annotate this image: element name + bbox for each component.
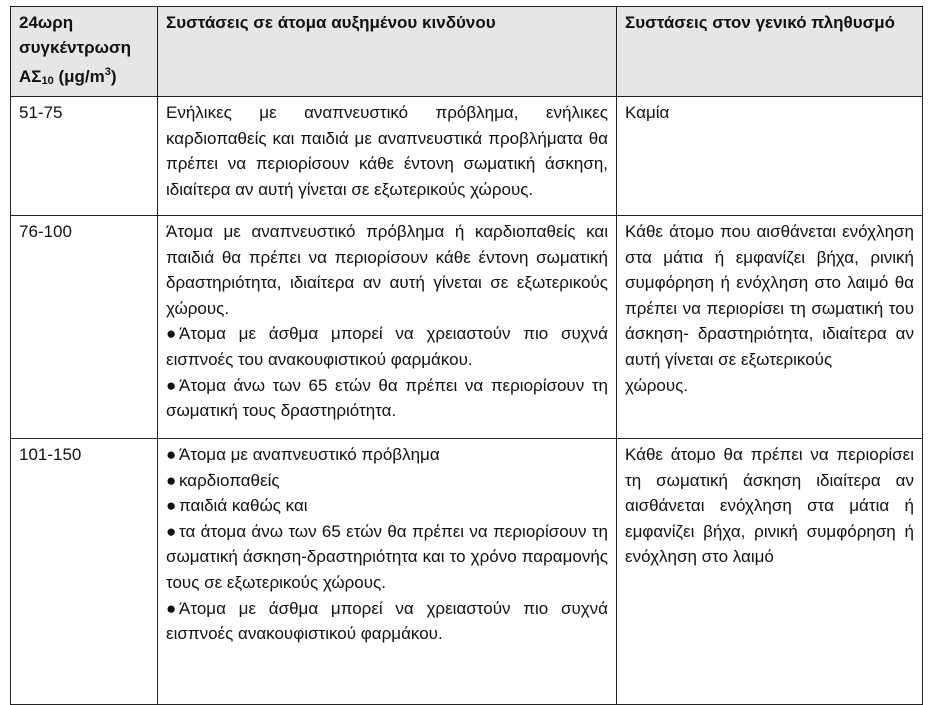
header-concentration-unit-close: ) <box>110 67 117 86</box>
risk-bullet <box>166 321 608 372</box>
risk-cell <box>158 439 617 705</box>
risk-bullet <box>166 468 608 494</box>
recommendations-table <box>10 6 923 705</box>
risk-bullet <box>166 373 608 424</box>
risk-bullet <box>166 596 608 647</box>
bullet-icon: ● <box>166 375 177 395</box>
range-cell: 101-150 <box>11 439 158 705</box>
range-cell: 51-75 <box>11 97 158 216</box>
general-text: Κάθε άτομο που αισθάνεται ενόχληση στα μάτια ή εμφανίζει βήχα, ρινική συμφόρηση ή ενόχληση στο λαιμό θα πρέπει να περιορίσει τη σωματική του άσκηση- δραστηριότητα, ιδιαίτερα αν αυτή γίνεται σε εξωτερικούς <box>625 222 914 369</box>
header-concentration-subscript: 10 <box>41 75 54 87</box>
risk-text: Άτομα με αναπνευστικό πρόβλημα ή καρδιοπαθείς και παιδιά θα πρέπει να περιορίσουν κάθε έντονη σωματική δραστηριότητα, ιδιαίτερα αν αυτή γίνεται σε εξωτερικούς χώρους. <box>166 222 608 318</box>
general-cell <box>617 97 923 216</box>
general-text: Κάθε άτομο θα πρέπει να περιορίσει τη σωματική άσκηση ιδιαίτερα αν αισθάνεται ενόχληση στα μάτια ή εμφανίζει βήχα, ρινική συμφόρηση ή ενόχληση στο λαιμό <box>625 445 914 567</box>
header-general-recommendations: Συστάσεις στον γενικό πληθυσμό <box>617 7 923 97</box>
bullet-icon: ● <box>166 445 177 464</box>
header-concentration-line2: συγκέντρωση <box>19 38 132 57</box>
table-header-row <box>11 7 923 97</box>
risk-bullet-text: Άτομα άνω των 65 ετών θα πρέπει να περιορίσουν τη σωματική τους δραστηριότητα. <box>166 375 608 421</box>
bullet-icon: ● <box>166 496 177 516</box>
bullet-icon: ● <box>166 521 177 541</box>
bullet-icon: ● <box>166 598 177 618</box>
header-concentration-unit: (μg/m <box>53 67 105 86</box>
risk-text: Ενήλικες με αναπνευστικό πρόβλημα, ενήλικες καρδιοπαθείς και παιδιά με αναπνευστικά προβλήματα θα πρέπει να περιορίσουν κάθε έντονη σωματική άσκηση, ιδιαίτερα αν αυτή γίνεται σε εξωτερικούς χώρους. <box>166 103 608 199</box>
general-cell <box>617 439 923 705</box>
risk-bullet <box>166 493 608 519</box>
risk-bullet-text: Άτομα με άσθμα μπορεί να χρειαστούν πιο συχνά εισπνοές ανακουφιστικού φαρμάκου. <box>166 598 608 644</box>
risk-cell <box>158 216 617 439</box>
range-cell: 76-100 <box>11 216 158 439</box>
risk-bullet-text: παιδιά καθώς και <box>179 496 308 516</box>
risk-bullet-text: Άτομα με άσθμα μπορεί να χρειαστούν πιο συχνά εισπνοές του ανακουφιστικού φαρμάκου. <box>166 324 608 369</box>
risk-bullet <box>166 442 608 468</box>
header-concentration-pollutant: ΑΣ <box>19 67 42 86</box>
bullet-icon: ● <box>166 470 177 490</box>
general-text-tail: χώρους. <box>625 375 689 395</box>
table-row <box>11 216 923 439</box>
general-cell <box>617 216 923 439</box>
table-row <box>11 439 923 705</box>
risk-bullet-text: τα άτομα άνω των 65 ετών θα πρέπει να περιορίσουν τη σωματική άσκηση-δραστηριότητα και το χρόνο παραμονής τους σε εξωτερικούς χώρους. <box>166 521 608 592</box>
risk-bullet <box>166 519 608 596</box>
risk-cell <box>158 97 617 216</box>
general-text: Καμία <box>625 103 670 122</box>
header-concentration-line1: 24ωρη <box>19 13 74 32</box>
table-row <box>11 97 923 216</box>
bullet-icon: ● <box>166 324 177 344</box>
header-concentration-superscript: 3 <box>104 66 111 78</box>
risk-bullet-text: Άτομα με αναπνευστικό πρόβλημα <box>179 445 440 464</box>
risk-bullet-text: καρδιοπαθείς <box>179 470 280 490</box>
header-concentration <box>11 7 158 97</box>
header-risk-recommendations: Συστάσεις σε άτομα αυξημένου κινδύνου <box>158 7 617 97</box>
